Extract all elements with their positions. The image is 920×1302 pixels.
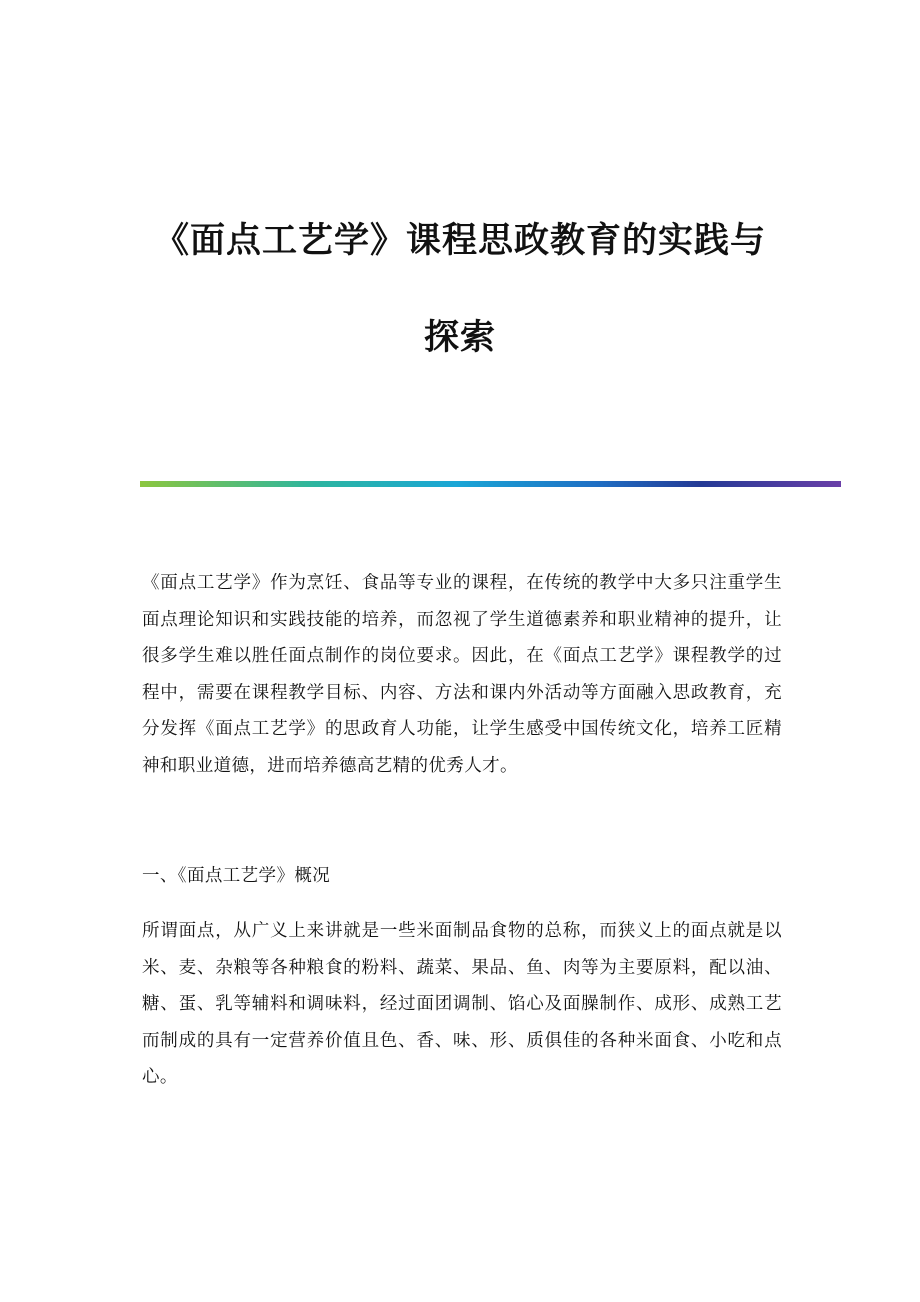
section-heading: 一、《面点工艺学》概况 <box>142 866 331 886</box>
intro-paragraph: 《面点工艺学》作为烹饪、食品等专业的课程，在传统的教学中大多只注重学生面点理论知识和实践技能的培养，而忽视了学生道德素养和职业精神的提升，让很多学生难以胜任面点制作的岗位要求。因此，在《面点工艺学》课程教学的过程中，需要在课程教学目标、内容、方法和课内外活动等方面融入思政教育，充分发挥《面点工艺学》的思政育人功能，让学生感受中国传统文化，培养工匠精神和职业道德，进而培养德高艺精的优秀人才。 <box>142 573 782 776</box>
gradient-divider <box>140 481 841 487</box>
document-title-line-2: 探索 <box>423 317 496 358</box>
body-paragraph: 所谓面点，从广义上来讲就是一些米面制品食物的总称，而狭义上的面点就是以米、麦、杂粮等各种粮食的粉料、蔬菜、果品、鱼、肉等为主要原料，配以油、糖、蛋、乳等辅料和调味料，经过面团调制、馅心及面臊制作、成形、成熟工艺而制成的具有一定营养价值且色、香、味、形、质俱佳的各种米面食、小吃和点心。 <box>142 921 782 1087</box>
document-title-line-1: 《面点工艺学》课程思政教育的实践与 <box>153 220 766 261</box>
